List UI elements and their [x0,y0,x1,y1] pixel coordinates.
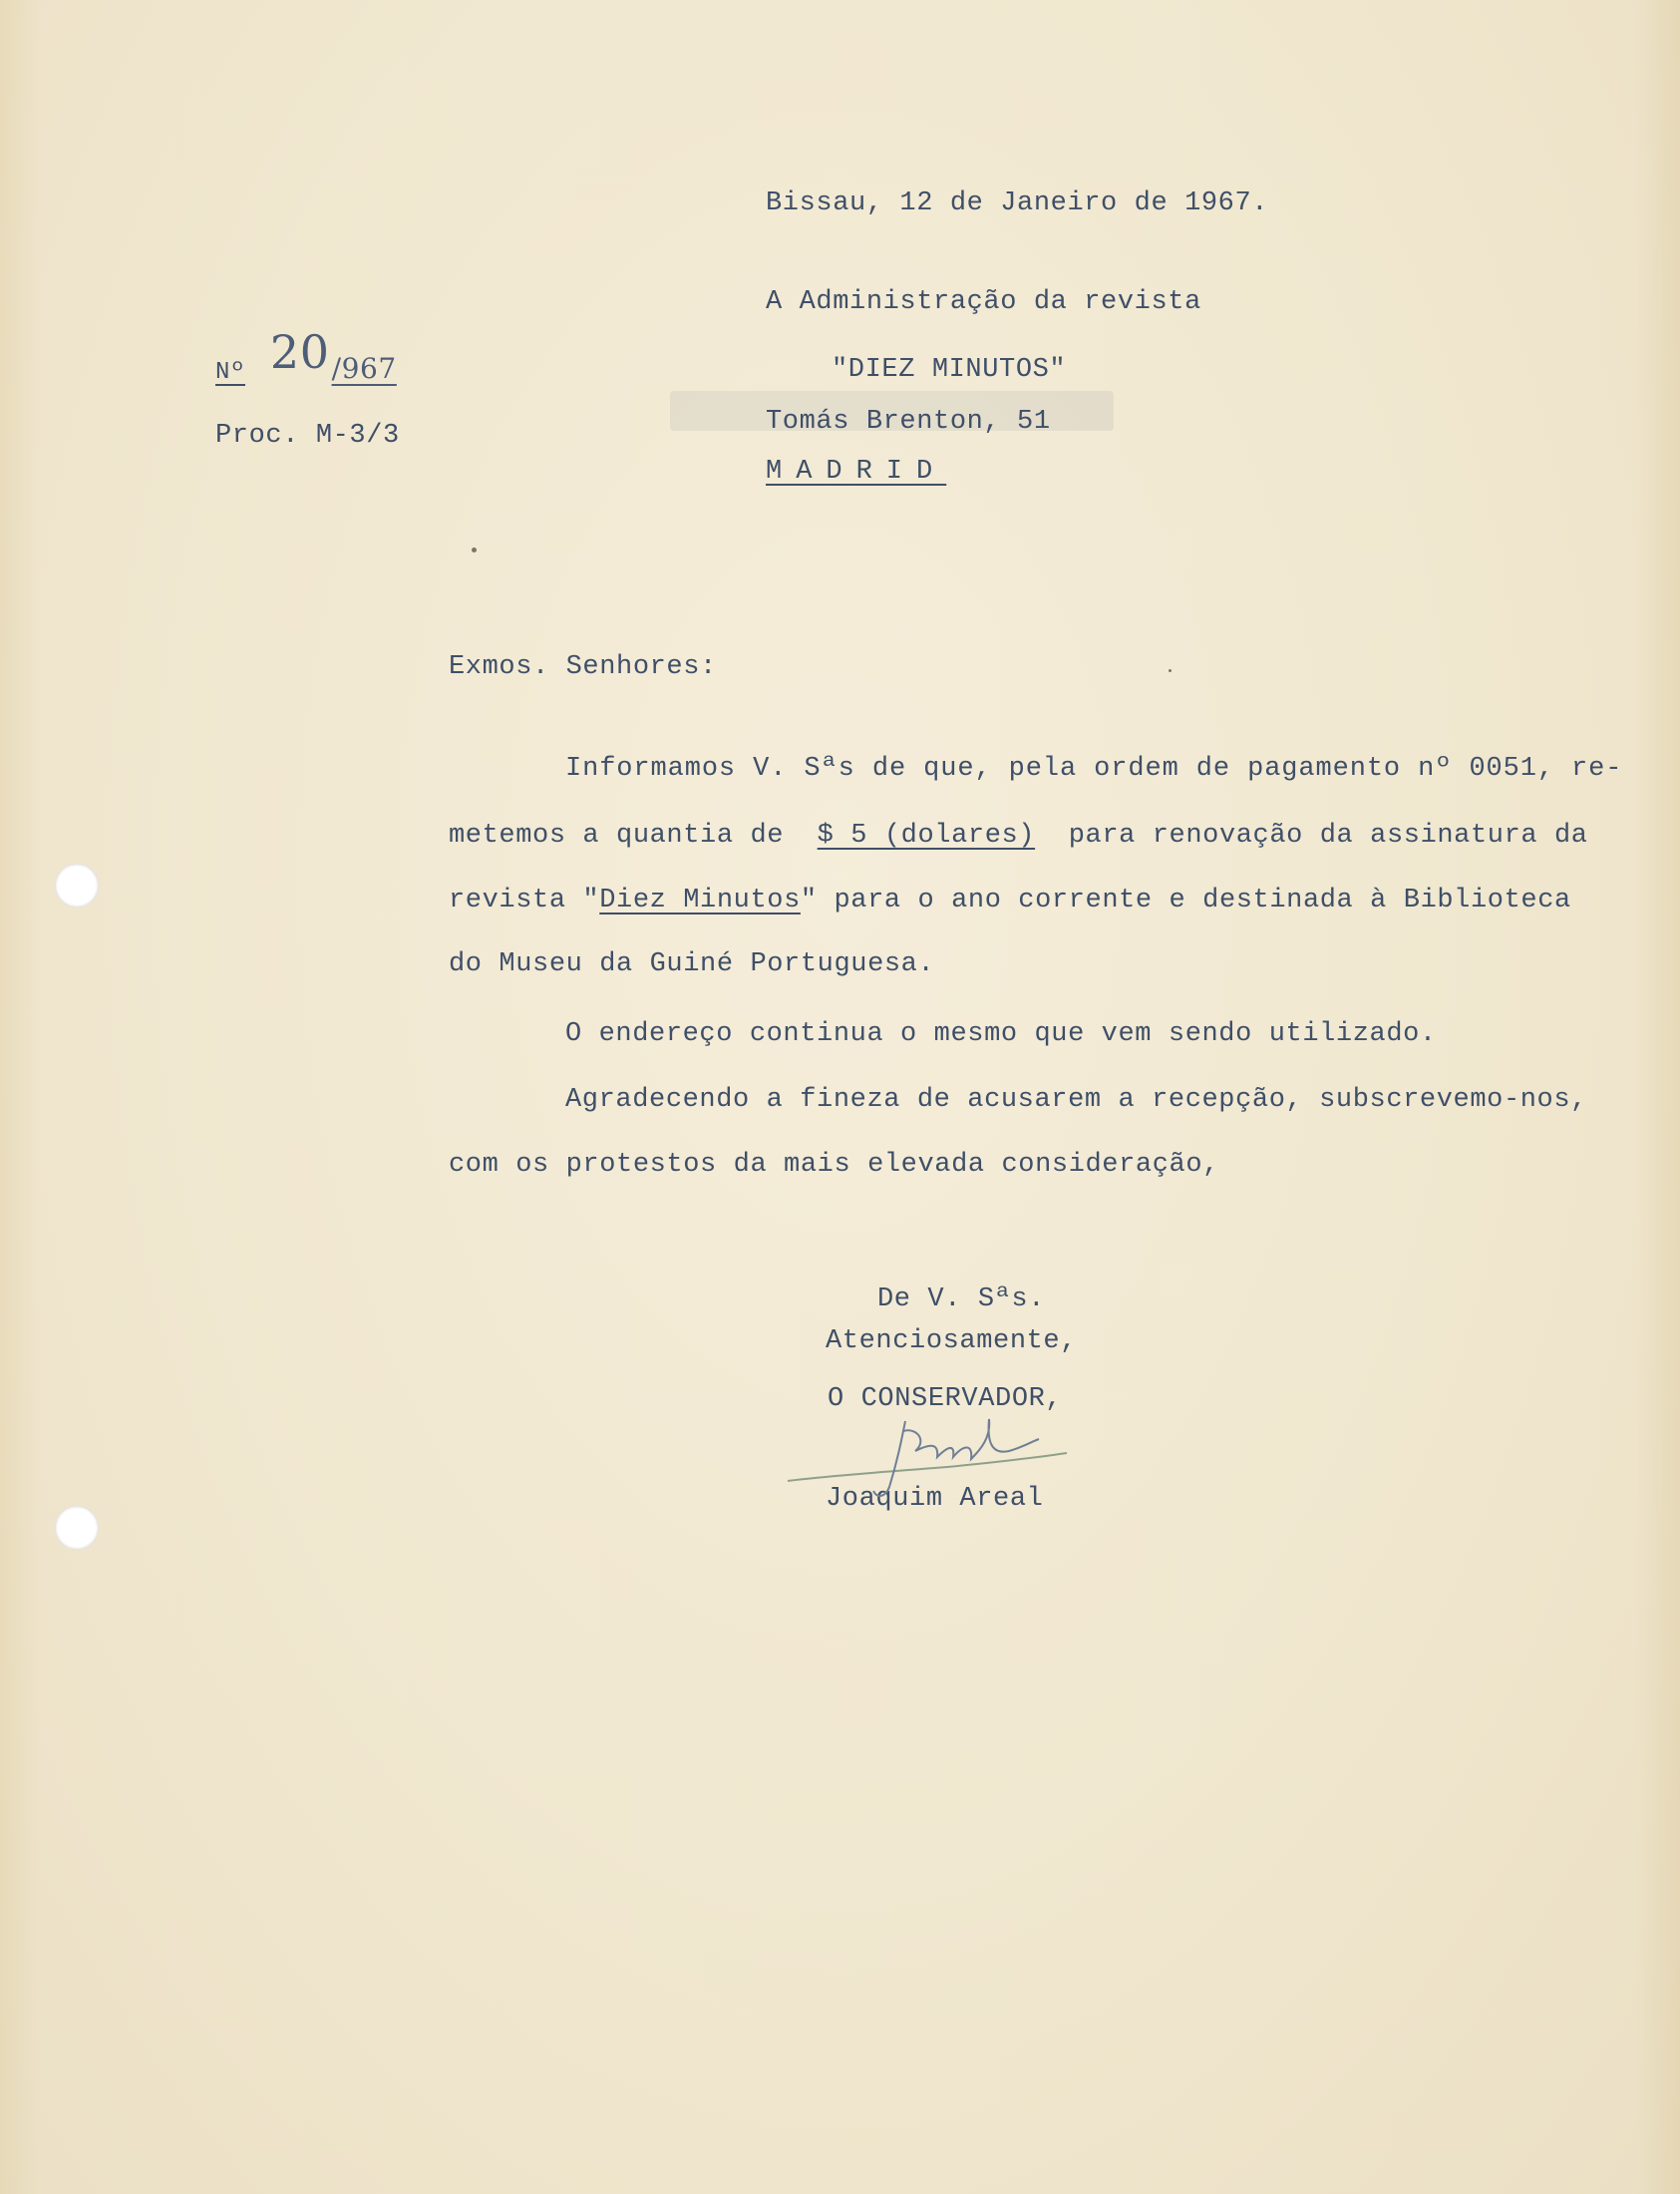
recipient-line-2: "DIEZ MINUTOS" [832,355,1067,385]
body-p1-line2-start: metemos a quantia de [449,821,785,851]
recipient-line-1: A Administração da revista [766,287,1201,317]
body-p1-line2 [449,823,1588,850]
magazine-title: Diez Minutos [599,886,801,915]
payment-amount: $ 5 (dolares) [817,821,1036,851]
reference-suffix: /967 [331,352,397,385]
date-line: Bissau, 12 de Janeiro de 1967. [766,188,1269,218]
body-p1-line3 [449,888,1571,914]
closing-line-2: Atenciosamente, [826,1326,1078,1356]
closing-title: O CONSERVADOR, [828,1384,1063,1414]
punch-hole-top [55,864,99,908]
body-p1-line4: do Museu da Guiné Portuguesa. [449,949,935,979]
reference-handwritten-number: 20 [269,325,330,379]
recipient-city: MADRID [766,457,947,487]
process-reference: Proc. M-3/3 [215,421,400,451]
body-p3-line1: Agradecendo a fineza de acusarem a recepção, subscrevemo-nos, [565,1085,1587,1115]
paper-speck [472,548,477,552]
salutation: Exmos. Senhores: [449,652,717,682]
body-p1-line3-end: " para o ano corrente e destinada à Biblioteca [800,886,1571,915]
reference-number [215,325,397,386]
paper-speck [1169,669,1172,672]
signatory-name: Joaquim Areal [826,1484,1044,1514]
body-p3-line2: com os protestos da mais elevada consideração, [449,1150,1219,1180]
punch-hole-bottom [55,1506,99,1550]
recipient-line-3: Tomás Brenton, 51 [766,407,1051,437]
reference-prefix: Nº [215,359,246,386]
body-p1-line2-end: para renovação da assinatura da [1068,821,1588,851]
closing-line-1: De V. Sªs. [877,1284,1046,1314]
handwritten-signature [778,1401,1077,1514]
body-p1-line1: Informamos V. Sªs de que, pela ordem de pagamento nº 0051, re- [565,754,1623,784]
body-p2: O endereço continua o mesmo que vem sendo utilizado. [565,1019,1437,1049]
body-p1-line3-start: revista " [449,886,600,915]
